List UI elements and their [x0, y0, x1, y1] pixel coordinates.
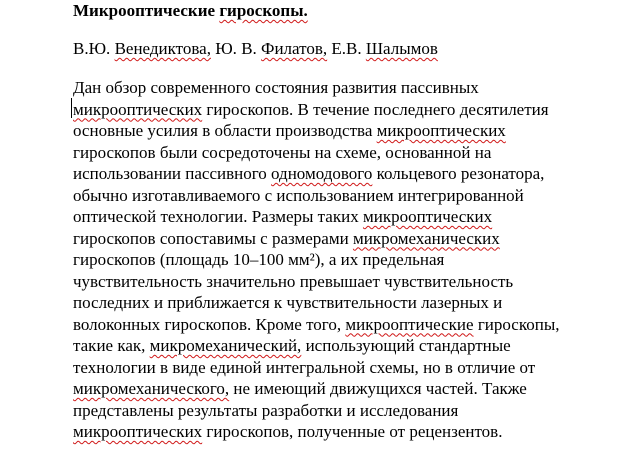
abstract-line: гироскопов сопоставимы с размерами микромеханических	[73, 228, 500, 248]
document-authors: В.Ю. Венедиктова, Ю. В. Филатов, Е.В. Шалымов	[73, 39, 438, 58]
spellcheck-flagged-word: микрооптических	[376, 121, 506, 140]
abstract-line: такие как, микромеханический, использующий стандартные	[73, 336, 511, 355]
spellcheck-flagged-word: микрооптические	[345, 314, 474, 334]
abstract-text[interactable]	[73, 77, 618, 443]
abstract-line: оптической технологии. Размеры таких микрооптических	[73, 207, 493, 226]
abstract-line: чувствительность значительно превышает чувствительность	[73, 271, 514, 291]
abstract-line: использовании пассивного одномодового кольцевого резонатора,	[73, 164, 545, 183]
document-title: Микрооптические гироскопы.	[73, 1, 308, 20]
spellcheck-flagged-word: Венедиктова,	[114, 39, 211, 58]
abstract-line: микрооптических гироскопов, полученные от рецензентов.	[73, 422, 503, 441]
abstract-line: последних и приближается к чувствительности лазерных и	[73, 293, 503, 312]
spellcheck-flagged-word: одномодового	[271, 164, 373, 183]
abstract-line: Дан обзор современного состояния развития пассивных	[73, 78, 479, 97]
spellcheck-flagged-word: Филатов,	[261, 39, 328, 58]
spellcheck-flagged-word: микрооптических	[362, 207, 493, 226]
abstract-line: волоконных гироскопов. Кроме того, микрооптические гироскопы,	[73, 314, 560, 334]
abstract-line: микрооптических гироскопов. В течение последнего десятилетия	[73, 99, 549, 119]
spellcheck-flagged-word: гироскопы.	[219, 1, 308, 20]
spellcheck-flagged-word: микромеханического,	[73, 379, 230, 398]
abstract-line: основные усилия в области производства микрооптических	[73, 121, 506, 140]
spellcheck-flagged-word: микромеханический,	[149, 336, 302, 355]
spellcheck-flagged-word: микрооптических	[73, 422, 203, 441]
abstract-line: технологии в виде единой интегральной схемы, но в отличие от	[73, 357, 536, 377]
abstract-line: гироскопов были сосредоточены на схеме, основанной на	[73, 142, 492, 162]
abstract-line: обычно изготавливаемого с использованием интегрированной	[73, 185, 524, 205]
text-cursor	[71, 98, 72, 118]
abstract-line: микромеханического, не имеющий движущихся частей. Также	[73, 379, 527, 398]
spellcheck-flagged-word: микрооптических	[73, 99, 203, 119]
spellcheck-flagged-word: Шалымов	[365, 39, 438, 58]
abstract-line: гироскопов (площадь 10–100 мм²), а их предельная	[73, 250, 445, 269]
spellcheck-flagged-word: микромеханических	[352, 228, 500, 248]
abstract-line: представлены результаты разработки и исследования	[73, 400, 459, 420]
